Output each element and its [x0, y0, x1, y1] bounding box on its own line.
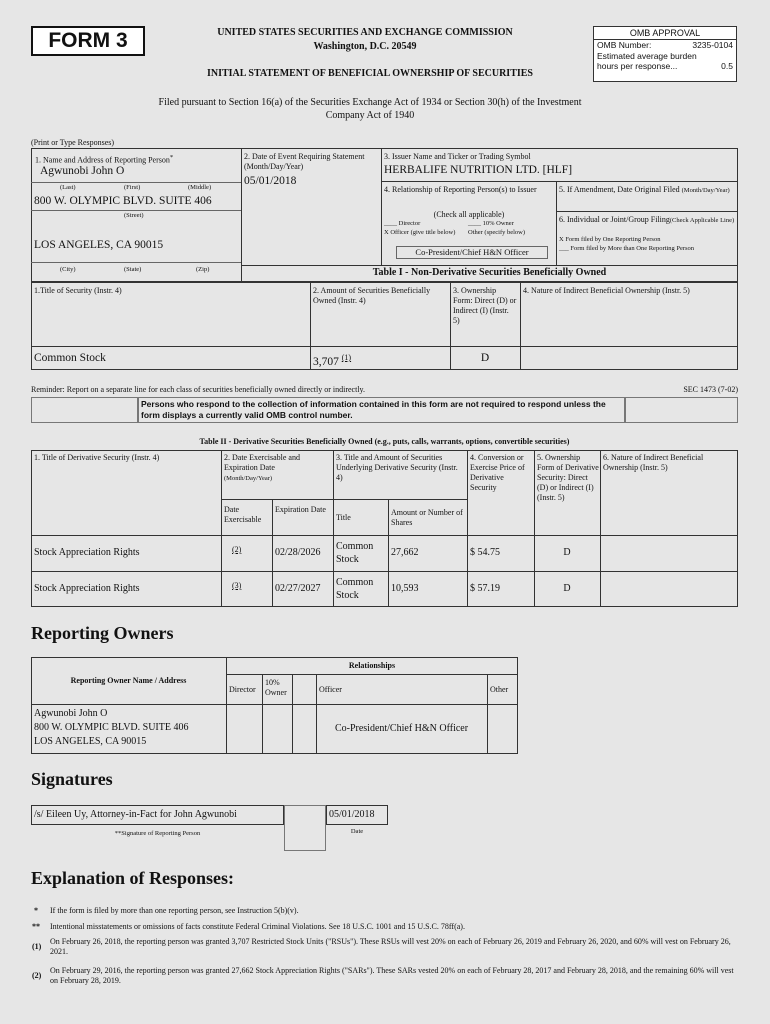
table2-col2-header: 2. Date Exercisable and Expiration Date (Month/Day/Year)	[224, 453, 300, 482]
event-date: 05/01/2018	[244, 175, 297, 187]
table2-title: Table II - Derivative Securities Beneficially Owned (e.g., puts, calls, warrants, options, convertible securities)	[199, 437, 570, 446]
box3-label: 3. Issuer Name and Ticker or Trading Symbol	[384, 152, 531, 161]
form-title: INITIAL STATEMENT OF BENEFICIAL OWNERSHIP OF SECURITIES	[206, 68, 533, 79]
table2-col3b-header: Amount or Number of Shares	[391, 508, 463, 527]
reporting-person-name: Agwunobi John O	[40, 165, 125, 177]
omb-approval-box	[593, 26, 737, 82]
agency-address: Washington, D.C. 20549	[313, 41, 417, 52]
underlying-title-2: Common Stock	[336, 577, 374, 601]
reporting-person-city: LOS ANGELES, CA 90015	[34, 239, 164, 251]
reporting-owners-heading: Reporting Owners	[31, 623, 174, 643]
owner-name-header: Reporting Owner Name / Address	[70, 676, 187, 685]
footnote-marker: *	[169, 154, 174, 161]
note-1-text: On February 26, 2018, the reporting person was granted 3,707 Restricted Stock Units ("RSUs"). These RSUs will vest 20% on each of February 26, 2019 and February 26, 2020, and 60% will vest on February 26, 2021.	[50, 937, 731, 956]
omb-number-label: OMB Number:	[597, 40, 652, 50]
table1-col2-header: 2. Amount of Securities Beneficially Owned (Instr. 4)	[313, 286, 431, 305]
owner-name: Agwunobi John O	[34, 708, 108, 719]
signatures-heading: Signatures	[31, 769, 113, 789]
street-label: (Street)	[124, 212, 144, 219]
derivative-ownership-form-1: D	[563, 547, 571, 558]
omb-number-value: 3235-0104	[692, 40, 733, 50]
table2-col3-header: 3. Title and Amount of Securities Underlying Derivative Security (Instr. 4)	[336, 453, 458, 482]
one-reporting-person-option[interactable]: X Form filed by One Reporting Person	[559, 236, 661, 243]
persons-notice: Persons who respond to the collection of information contained in this form are not required to respond unless the form displays a currently valid OMB control number.	[138, 397, 625, 423]
form-label-box	[31, 26, 145, 56]
filed-pursuant: Filed pursuant to Section 16(a) of the Securities Exchange Act of 1934 or Section 30(h) of the Investment Company Act of 1940	[158, 97, 582, 121]
note-mark-1: (1)	[32, 942, 42, 951]
print-note: (Print or Type Responses)	[31, 138, 115, 147]
underlying-shares-1: 27,662	[391, 547, 419, 558]
note-star-text: If the form is filed by more than one reporting person, see Instruction 5(b)(v).	[50, 906, 299, 915]
note-mark-double-star: **	[32, 922, 40, 931]
officer-checkbox[interactable]: X Officer (give title below)	[384, 229, 456, 236]
expiration-date-1: 02/28/2026	[275, 547, 321, 558]
table1-col1-header: 1.Title of Security (Instr. 4)	[34, 286, 122, 295]
table2-col6-header: 6. Nature of Indirect Beneficial Ownership (Instr. 5)	[603, 453, 704, 472]
state-label: (State)	[124, 266, 142, 273]
sec-number: SEC 1473 (7-02)	[683, 385, 738, 394]
zip-label: (Zip)	[196, 266, 210, 273]
ownership-form: D	[480, 352, 490, 364]
exercise-price-1: $ 54.75	[470, 547, 500, 558]
amount-owned: 3,707 $^{(1)}$	[313, 353, 352, 368]
table2-col1-header: 1. Title of Derivative Security (Instr. 4)	[34, 453, 160, 462]
note-2-text: On February 29, 2016, the reporting person was granted 27,662 Stock Appreciation Rights ("SARs"). These SARs vested 20% on each of February 28, 2017 and February 28, 2018, and the remaining 60% will vest on February 28, 2019.	[50, 966, 734, 985]
table2-col3a-header: Title	[336, 513, 351, 522]
other-checkbox[interactable]: Other (specify below)	[468, 229, 526, 236]
table1-col4-header: 4. Nature of Indirect Beneficial Ownership (Instr. 5)	[523, 286, 690, 295]
omb-title: OMB APPROVAL	[594, 27, 736, 40]
owner-street: 800 W. OLYMPIC BLVD. SUITE 406	[34, 722, 189, 733]
expiration-date-2: 02/27/2027	[275, 583, 321, 594]
signer-name: /s/ Eileen Uy, Attorney-in-Fact for John Agwunobi	[34, 809, 237, 820]
ten-percent-header: 10% Owner	[265, 678, 287, 697]
signature-label: **Signature of Reporting Person	[114, 830, 201, 837]
table2-col2a-header: Date Exercisable	[224, 505, 262, 524]
form-label: FORM 3	[48, 29, 128, 52]
last-label: (Last)	[60, 184, 76, 191]
director-checkbox[interactable]: ____ Director	[384, 220, 421, 227]
signature-spacer-box	[284, 805, 326, 851]
table2-col5-header: 5. Ownership Form of Derivative Security: Direct (D) or Indirect (I) (Instr. 5)	[537, 453, 599, 502]
security-title: Common Stock	[34, 352, 106, 364]
box1-label: 1. Name and Address of Reporting Person*	[35, 154, 174, 165]
table2-col2b-header: Expiration Date	[275, 505, 326, 514]
footnote-3-link[interactable]: (3)	[232, 581, 242, 590]
omb-hours-label: hours per response...	[597, 61, 678, 71]
persons-notice-left-box	[31, 397, 138, 423]
first-label: (First)	[124, 184, 141, 191]
table1-title: Table I - Non-Derivative Securities Beneficially Owned	[372, 267, 607, 278]
check-all-applicable: (Check all applicable)	[433, 210, 505, 219]
note-mark-2: (2)	[32, 971, 42, 980]
city-label: (City)	[60, 266, 76, 273]
other-header: Other	[490, 685, 509, 694]
underlying-title-1: Common Stock	[336, 541, 374, 565]
ten-percent-owner-checkbox[interactable]: ____ 10% Owner	[468, 220, 514, 227]
date-label: Date	[350, 828, 364, 835]
agency-name: UNITED STATES SECURITIES AND EXCHANGE COMMISSION	[217, 27, 513, 38]
table1-col3-header: 3. Ownership Form: Direct (D) or Indirect (I) (Instr. 5)	[453, 286, 517, 325]
explanation-heading: Explanation of Responses:	[31, 868, 235, 888]
box2-label: 2. Date of Event Requiring Statement (Month/Day/Year)	[244, 152, 365, 171]
note-double-star-text: Intentional misstatements or omissions of facts constitute Federal Criminal Violations. See 18 U.S.C. 1001 and 15 U.S.C. 78ff(a).	[50, 922, 465, 931]
multiple-reporting-persons-option[interactable]: ___ Form filed by More than One Reporting Person	[559, 245, 695, 252]
derivative-ownership-form-2: D	[563, 583, 571, 594]
owner-city: LOS ANGELES, CA 90015	[34, 736, 147, 747]
director-header: Director	[229, 685, 256, 694]
derivative-title-2: Stock Appreciation Rights	[34, 583, 140, 594]
footnote-1-link[interactable]: (1)	[341, 353, 352, 362]
reminder-text: Reminder: Report on a separate line for each class of securities beneficially owned directly or indirectly.	[31, 385, 366, 394]
table2-col4-header: 4. Conversion or Exercise Price of Derivative Security	[470, 453, 525, 492]
exercise-price-2: $ 57.19	[470, 583, 500, 594]
omb-hours-value: 0.5	[721, 61, 733, 71]
persons-notice-right-box	[625, 397, 738, 423]
relationships-header: Relationships	[348, 661, 396, 670]
underlying-shares-2: 10,593	[391, 583, 419, 594]
middle-label: (Middle)	[188, 184, 212, 191]
footnote-2-link[interactable]: (2)	[232, 545, 242, 554]
box5-label: 5. If Amendment, Date Original Filed (Month/Day/Year)	[559, 185, 730, 194]
owner-officer-title: Co-President/Chief H&N Officer	[334, 723, 469, 734]
signature-date: 05/01/2018	[329, 809, 375, 820]
issuer-name: HERBALIFE NUTRITION LTD. [HLF]	[384, 164, 573, 176]
note-mark-star: *	[34, 906, 38, 915]
omb-burden-label: Estimated average burden	[597, 51, 697, 61]
box4-label: 4. Relationship of Reporting Person(s) to Issuer	[384, 185, 537, 194]
officer-header: Officer	[319, 685, 342, 694]
reporting-person-street: 800 W. OLYMPIC BLVD. SUITE 406	[34, 195, 212, 207]
derivative-title-1: Stock Appreciation Rights	[34, 547, 140, 558]
officer-title: Co-President/Chief H&N Officer	[396, 246, 548, 259]
box6-label: 6. Individual or Joint/Group Filing(Check Applicable Line)	[559, 215, 735, 224]
